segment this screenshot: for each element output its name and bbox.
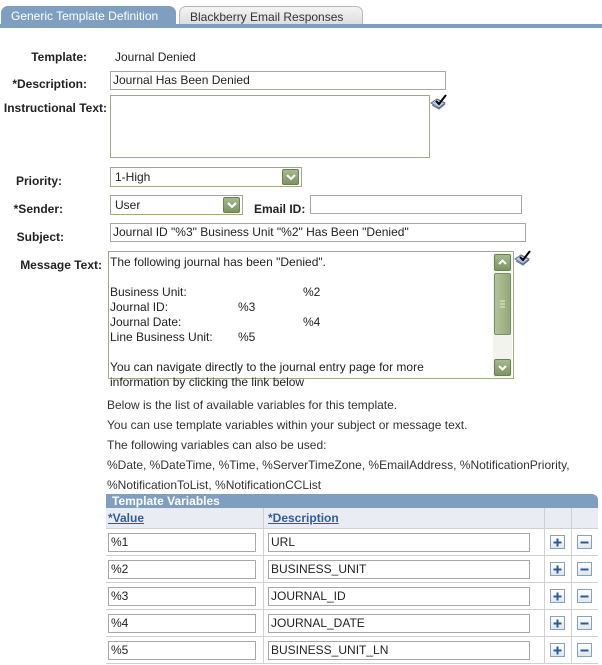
description-input[interactable]: JOURNAL_ID <box>268 587 530 606</box>
priority-value: 1-High <box>115 170 151 184</box>
tab-bar-underline <box>0 24 602 28</box>
message-line: Business Unit: <box>110 285 187 299</box>
message-text-content <box>110 255 490 390</box>
chevron-down-icon[interactable] <box>223 197 240 213</box>
template-label: Template: <box>31 50 87 64</box>
table-row <box>106 556 598 583</box>
instructional-text-label: Instructional Text: <box>3 101 107 115</box>
value-column-header[interactable]: *Value <box>108 511 145 525</box>
sender-select[interactable] <box>110 195 243 215</box>
plus-icon[interactable] <box>550 562 565 576</box>
info-text: The following variables can also be used: <box>107 438 327 452</box>
message-text-label: Message Text: <box>20 258 102 272</box>
table-row <box>106 637 598 664</box>
column-divider <box>263 610 264 636</box>
minus-icon[interactable] <box>577 535 592 549</box>
message-line-variable: %4 <box>303 315 321 329</box>
column-divider <box>571 583 572 609</box>
template-value: Journal Denied <box>115 50 196 64</box>
column-divider <box>544 637 545 663</box>
plus-icon[interactable] <box>550 589 565 603</box>
message-scrollbar[interactable] <box>493 253 512 377</box>
column-divider <box>571 508 572 528</box>
message-line-variable: %2 <box>303 285 321 299</box>
email-id-label: Email ID: <box>254 202 306 216</box>
chevron-down-icon[interactable] <box>282 169 299 185</box>
email-id-input[interactable] <box>310 195 522 214</box>
table-row <box>106 529 598 556</box>
plus-icon[interactable] <box>550 616 565 630</box>
description-input[interactable]: URL <box>268 533 530 552</box>
scrollbar-thumb[interactable] <box>494 273 511 335</box>
message-line-variable: %3 <box>238 300 256 314</box>
message-line: You can navigate directly to the journal entry page for more <box>110 360 424 374</box>
description-column-header[interactable]: *Description <box>268 511 339 525</box>
description-input[interactable]: Journal Has Been Denied <box>110 71 446 90</box>
priority-label: Priority: <box>15 174 62 188</box>
spell-check-icon[interactable] <box>430 94 448 110</box>
message-line: information by clicking the link below <box>110 375 305 389</box>
message-line: Line Business Unit: <box>110 330 213 344</box>
scroll-down-icon[interactable] <box>494 359 511 376</box>
minus-icon[interactable] <box>577 589 592 603</box>
subject-input[interactable]: Journal ID "%3" Business Unit "%2" Has Been "Denied" <box>110 223 526 242</box>
column-divider <box>571 529 572 555</box>
plus-icon[interactable] <box>550 535 565 549</box>
column-divider <box>263 556 264 582</box>
value-input[interactable]: %5 <box>108 641 256 660</box>
value-input[interactable]: %2 <box>108 560 256 579</box>
column-divider <box>544 610 545 636</box>
message-text-area[interactable] <box>108 251 514 389</box>
column-divider <box>544 556 545 582</box>
message-line-variable: %5 <box>238 330 256 344</box>
info-text-variables: %NotificationToList, %NotificationCCList <box>107 478 322 492</box>
minus-icon[interactable] <box>577 562 592 576</box>
tab-generic-template-definition[interactable]: Generic Template Definition <box>1 6 176 25</box>
column-divider <box>571 556 572 582</box>
table-row <box>106 610 598 637</box>
column-divider <box>263 508 264 528</box>
description-label: *Description: <box>12 77 87 91</box>
tab-blackberry-email-responses[interactable]: Blackberry Email Responses <box>179 6 363 25</box>
priority-select[interactable] <box>110 167 302 187</box>
grid-header <box>106 508 598 529</box>
column-divider <box>263 529 264 555</box>
message-line: Journal Date: <box>110 315 182 329</box>
column-divider <box>263 637 264 663</box>
column-divider <box>571 610 572 636</box>
message-line: The following journal has been "Denied". <box>110 255 326 269</box>
info-text: Below is the list of available variables for this template. <box>107 398 398 412</box>
sender-value: User <box>115 198 141 212</box>
value-input[interactable]: %3 <box>108 587 256 606</box>
instructional-text-area[interactable] <box>110 95 430 158</box>
template-variables-grid <box>106 494 598 664</box>
table-row <box>106 583 598 610</box>
column-divider <box>571 637 572 663</box>
subject-label: Subject: <box>16 230 64 244</box>
message-line: Journal ID: <box>110 300 169 314</box>
value-input[interactable]: %1 <box>108 533 256 552</box>
info-text: You can use template variables within your subject or message text. <box>107 418 468 432</box>
description-input[interactable]: BUSINESS_UNIT <box>268 560 530 579</box>
value-input[interactable]: %4 <box>108 614 256 633</box>
minus-icon[interactable] <box>577 643 592 657</box>
sender-label: *Sender: <box>13 202 63 216</box>
column-divider <box>544 508 545 528</box>
description-input[interactable]: JOURNAL_DATE <box>268 614 530 633</box>
column-divider <box>544 529 545 555</box>
column-divider <box>544 583 545 609</box>
minus-icon[interactable] <box>577 616 592 630</box>
description-input[interactable]: BUSINESS_UNIT_LN <box>268 641 530 660</box>
spell-check-icon[interactable] <box>514 250 532 266</box>
info-text-variables: %Date, %DateTime, %Time, %ServerTimeZone, %EmailAddress, %NotificationPriority, <box>107 458 570 472</box>
column-divider <box>263 583 264 609</box>
grid-title: Template Variables <box>106 494 598 508</box>
plus-icon[interactable] <box>550 643 565 657</box>
scroll-up-icon[interactable] <box>494 254 511 271</box>
